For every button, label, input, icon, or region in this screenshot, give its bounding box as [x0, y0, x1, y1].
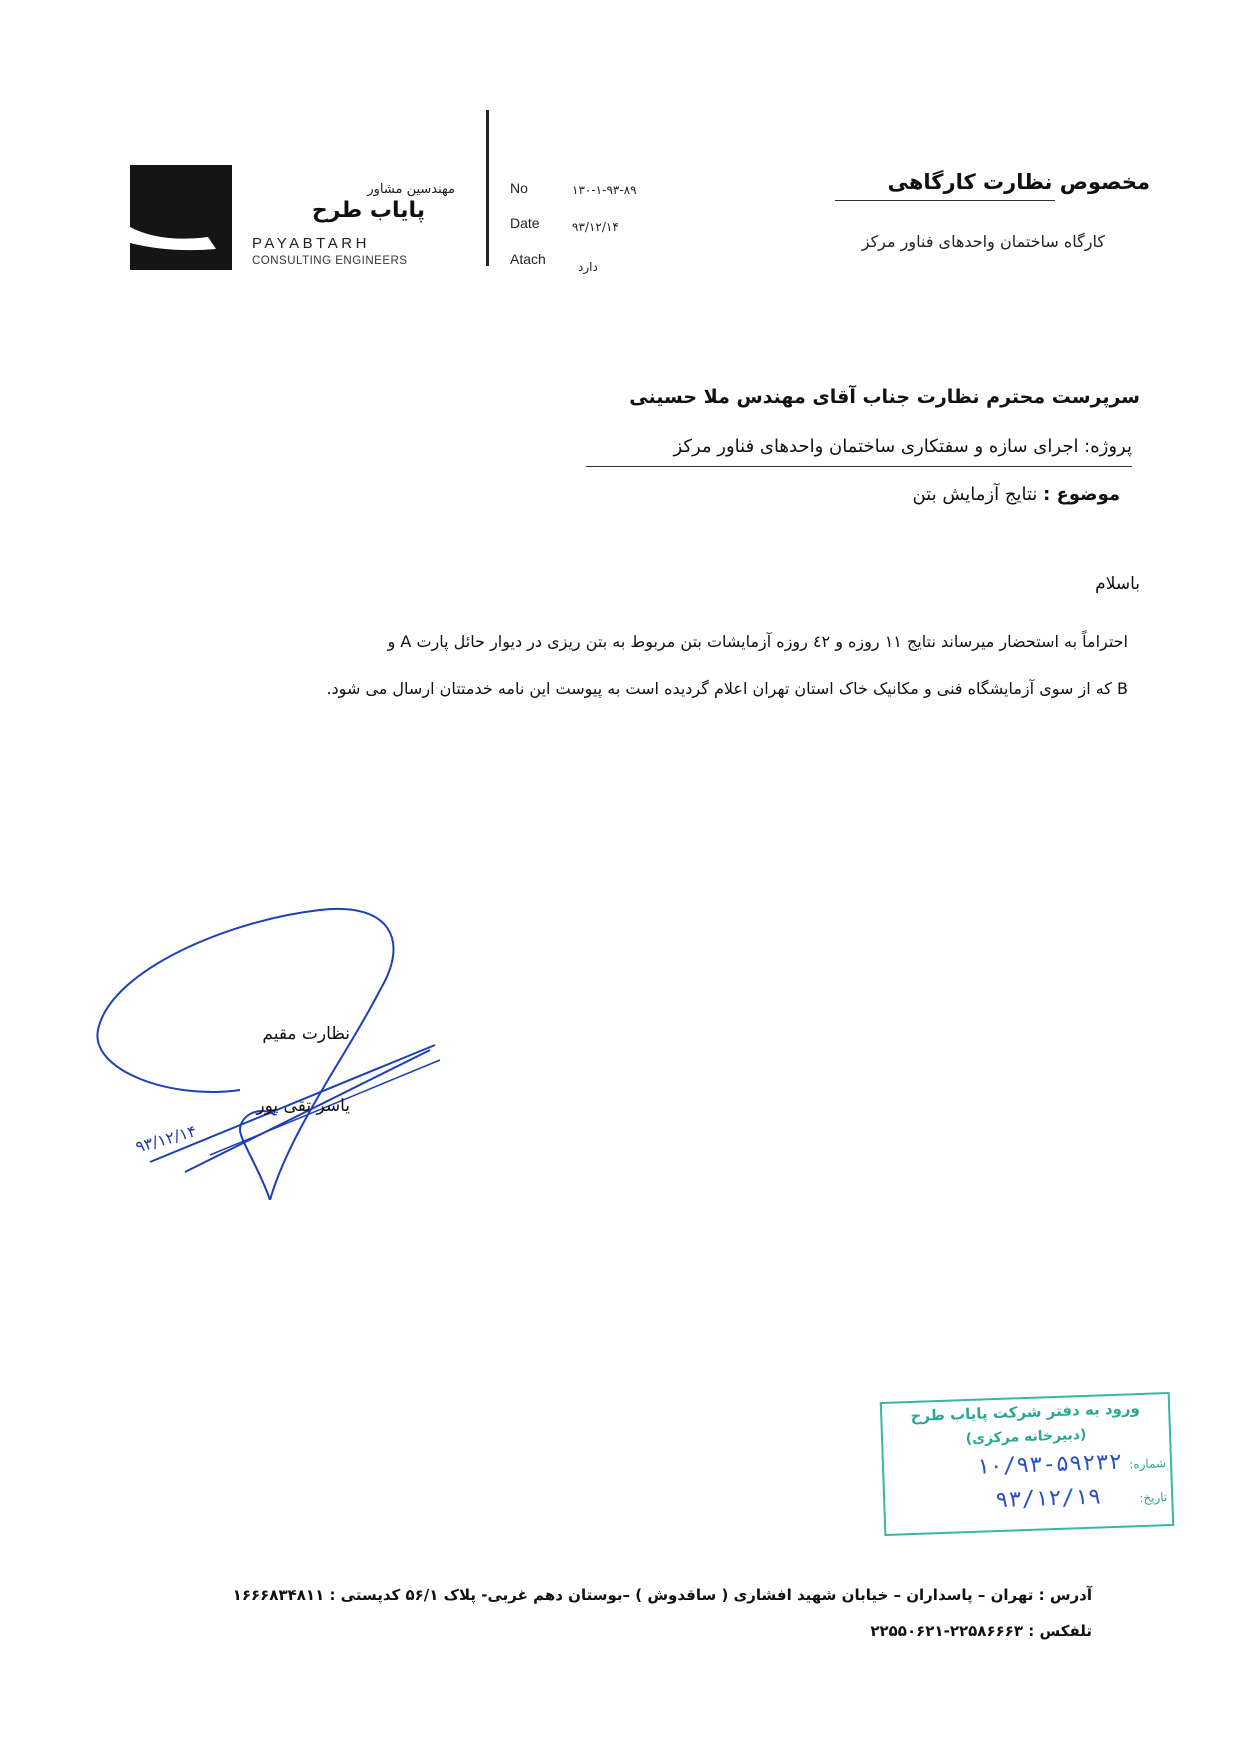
no-label: No: [510, 180, 528, 196]
subject-label: موضوع :: [1043, 484, 1120, 505]
project-line: پروژه: اجرای سازه و سفتکاری ساختمان واحدهای فناور مرکز: [673, 436, 1132, 457]
letter-body: [86, 618, 1128, 712]
no-value: ۱۳۰-۱-۹۳-۸۹: [572, 183, 637, 197]
signature-date: ۹۳/۱۲/۱۴: [133, 1121, 199, 1157]
private-title-underline: [835, 200, 1055, 201]
atach-value: دارد: [578, 260, 598, 274]
company-logo-mark: [130, 165, 232, 270]
receipt-stamp: [880, 1392, 1174, 1536]
atach-label: Atach: [510, 251, 546, 267]
body-line-1: احتراماً به استحضار میرساند نتایج ۱۱ روزه و ٤۲ روزه آزمایشات بتن مربوط به بتن ریزی در دیوار حائل پارت A و: [387, 632, 1128, 651]
signatory-title: نظارت مقیم: [262, 1024, 350, 1044]
date-value: ۹۳/۱۲/۱۴: [572, 220, 619, 234]
stamp-number-value: ۱۰/۹۳-۵۹۲۳۲: [975, 1449, 1123, 1480]
project-underline: [586, 466, 1132, 467]
subject-line: [80, 484, 1120, 505]
company-name-fa-small: مهندسین مشاور: [367, 182, 455, 197]
signatory-name: یاسر تقی پور: [256, 1096, 350, 1116]
company-subtitle-en: CONSULTING ENGINEERS: [252, 255, 408, 267]
company-name-fa: پایاب طرح: [311, 198, 425, 223]
subject-value: نتایج آزمایش بتن: [912, 484, 1038, 505]
site-name: کارگاه ساختمان واحدهای فناور مرکز: [861, 232, 1105, 251]
footer-phone: تلفکس : ۲۲۵۸۶۶۶۳-۲۲۵۵۰۶۲۱: [870, 1622, 1092, 1640]
company-name-en: PAYABTARH: [252, 235, 370, 252]
stamp-date-value: ۹۳/۱۲/۱۹: [994, 1484, 1102, 1514]
stamp-date-label: تاریخ:: [1139, 1490, 1168, 1506]
private-title: مخصوص نظارت کارگاهی: [887, 170, 1150, 194]
stamp-title: ورود به دفتر شرکت پایاب طرح: [910, 1399, 1141, 1426]
stamp-subtitle: (دبیرخانه مرکزی): [965, 1426, 1087, 1448]
header-divider: [486, 110, 489, 266]
footer-address: آدرس : تهران – پاسداران – خیابان شهید افشاری ( ساقدوش ) –بوستان دهم غربی- پلاک ۵۶/۱ کدپستی : ۱۶۶۶۸۳۴۸۱۱: [232, 1586, 1092, 1604]
stamp-number-label: شماره:: [1129, 1456, 1167, 1472]
body-line-2: B که از سوی آزمایشگاه فنی و مکانیک خاک استان تهران اعلام گردیده است به پیوست این نامه خدمتتان ارسال می شود.: [326, 679, 1128, 698]
addressee: سرپرست محترم نظارت جناب آقای مهندس ملا حسینی: [629, 386, 1140, 408]
greeting: باسلام: [1095, 574, 1140, 594]
date-label: Date: [510, 215, 540, 231]
